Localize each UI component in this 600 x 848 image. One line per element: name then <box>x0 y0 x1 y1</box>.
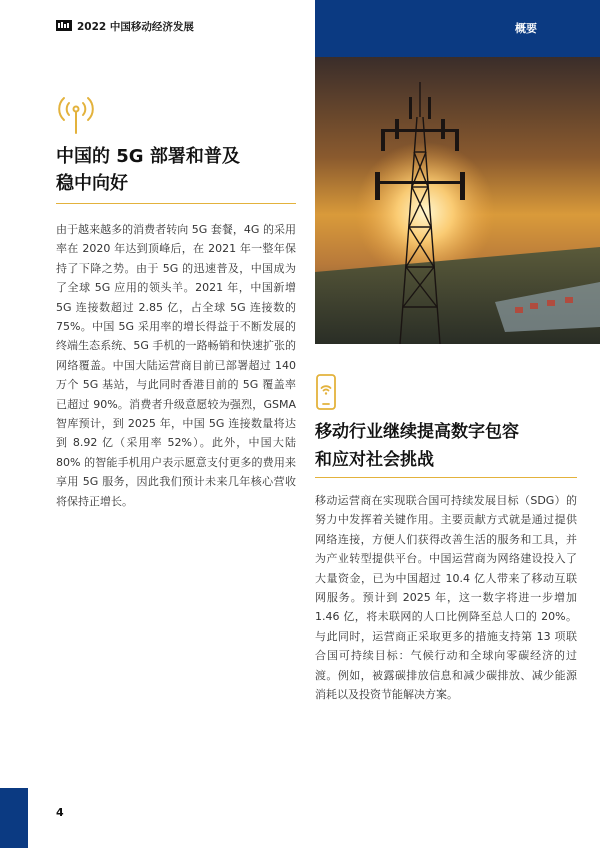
right-heading-line-1: 移动行业继续提高数字包容 <box>315 422 519 442</box>
page-number: 4 <box>56 806 64 819</box>
section-label: 概要 <box>515 22 537 35</box>
left-heading <box>56 143 296 197</box>
left-body-text: 由于越来越多的消费者转向 5G 套餐，4G 的采用率在 2020 年达到顶峰后，在 2021 年一整年保持了下降之势。由于 5G 的迅速普及，中国成为了全球 5G 应用的领头羊。2021 年，中国新增 5G 连接数超过 2.85 亿，占全球 5G 连接数的 75%。中国 5G 采用率的增长得益于不断发展的终端生态系统、5G 手机的一路畅销和快速扩张的网络覆盖。中国大陆运营商目前已部署超过 140 万个 5G 基站，与此同时香港目前的 5G 覆盖率已超过 90%。消费者升级意愿较为强烈，GSMA 智库预计，到 2025 年，中国 5G 连接数量将达到 8.92 亿（采用率 52%）。此外，中国大陆 80% 的智能手机用户表示愿意支付更多的费用来享用 5G 服务，因此我们预计未来几年核心营收将保持正增长。 <box>56 223 296 508</box>
antenna-signal-icon <box>56 95 96 135</box>
right-heading <box>315 418 575 474</box>
report-title: 2022 中国移动经济发展 <box>77 21 194 33</box>
gsma-logo-icon <box>56 20 72 31</box>
page-number-band <box>0 788 28 848</box>
cell-tower-photo <box>315 57 600 344</box>
left-heading-line-2: 稳中向好 <box>56 173 128 194</box>
right-body-text: 移动运营商在实现联合国可持续发展目标（SDG）的努力中发挥着关键作用。主要贡献方式就是通过提供网络连接，方便人们获得改善生活的服务和工具，并为产业转型提供平台。中国运营商为网络建设投入了大量资金，已为中国超过 10.4 亿人带来了移动互联网服务。预计到 2025 年，这一数字将进一步增加 1.46 亿，将未联网的人口比例降至总人口的 20%。与此同时，运营商正采取更多的措施支持第 13 项联合国可持续目标：气候行动和全球向零碳经济的过渡。例如，被露碳排放信息和减少碳排放、减少能源消耗以及投资节能解决方案。 <box>315 494 577 702</box>
left-heading-line-1: 中国的 5G 部署和普及 <box>56 146 240 167</box>
left-divider <box>56 203 296 204</box>
right-heading-line-2: 和应对社会挑战 <box>315 450 434 470</box>
right-divider <box>315 477 577 478</box>
mobile-phone-wifi-icon <box>315 373 337 411</box>
section-header-band <box>315 0 600 57</box>
